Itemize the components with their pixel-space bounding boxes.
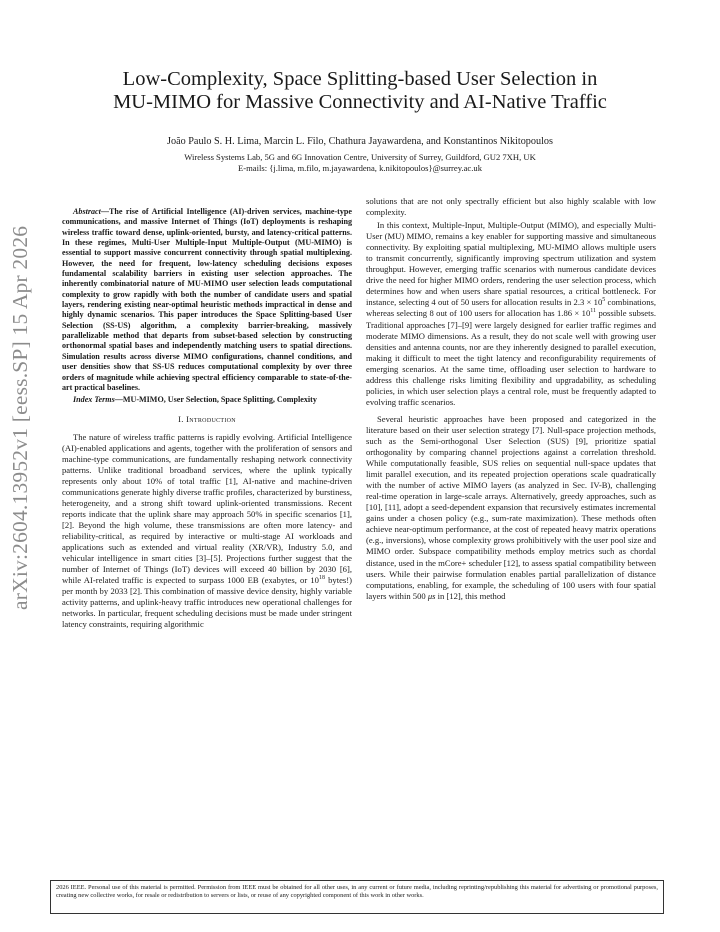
intro-paragraph-2 <box>366 220 656 408</box>
exponent: 18 <box>318 575 325 582</box>
email-line: E-mails: {j.lima, m.filo, m.jayawardena, k.nikitopoulos}@surrey.ac.uk <box>237 163 482 173</box>
intro-paragraph-continued: solutions that are not only spectrally efficient but also highly scalable with low complexity. <box>366 196 656 218</box>
paper-title <box>60 68 660 114</box>
arxiv-watermark: arXiv:2604.13952v1 [eess.SP] 15 Apr 2026 <box>8 225 32 610</box>
intro-paragraph-3-tail: in [12], this method <box>435 590 506 601</box>
affiliation-block <box>60 152 660 174</box>
abstract <box>62 207 352 393</box>
intro-paragraph-1-text: The nature of wireless traffic patterns is rapidly evolving. Artificial Intelligence (AI)-enabled applications and agents, together with the proliferation of sensors and machine-type communications, are fundamentally reshaping network connectivity patterns. Unlike traditional broadband services, where the uplink typically represents only about 10% of total traffic [1], AI-native and machine-driven communications generate highly diverse traffic profiles, characterized by burstiness, heterogeneity, and a strong shift toward uplink-oriented transmissions. Recent reports indicate that the uplink share may approach 50% in specific scenarios [1], [2]. Beyond the high volume, these transmissions are often more latency- and reliability-critical, as required by interactive or multi-stage AI workloads and applications such as extended and virtual reality (XR/VR), Industry 5.0, and vehicular intelligence in smart cities [3]–[5]. Projections further suggest that the number of Internet of Things (IoT) devices will exceed 40 billion by 2030 [6], while AI-related traffic is expected to surpass 1000 EB (exabytes, or 10 <box>62 431 353 586</box>
intro-paragraph-1-tail: bytes!) per month by 2033 [2]. This combination of massive device density, highly variable activity patterns, and uplink-heavy traffic introduces new operational challenges for networks. In particular, frequent scheduling decisions must be made under stringent latency constraints, requiring algorithmic <box>62 575 352 630</box>
exponent: 5 <box>602 297 606 304</box>
abstract-label: Abstract <box>73 207 101 216</box>
micro-unit: μs <box>427 590 436 601</box>
intro-paragraph-2-tail: possible subsets. Traditional approaches [7]–[9] were largely designed for earlier traffic regimes and moderate MIMO dimensions. As a result, they do not scale well with growing user densities and antenna counts, nor are they inherently designed to parallel execution, making it difficult to meet the tight latency and reconfigurability requirements of emerging scenarios. At the same time, offloading user selection to hardware to address this challenge risks limiting flexibility and upgradability, as scheduling policies, in which user selection plays a central role, must be frequently adapted to evolving traffic scenarios. <box>366 308 656 407</box>
index-terms-label: Index Terms <box>73 395 115 405</box>
intro-paragraph-2-text: In this context, Multiple-Input, Multiple-Output (MIMO), and especially Multi-User (MU) MIMO, remains a key enabler for supporting massive and simultaneous connectivity. By exploiting spatial multiplexing, MU-MIMO allows multiple users to transmit concurrently, significantly improving spectrum utilization and system throughput. However, emerging traffic scenarios with numerous candidate devices drive the need for higher MIMO orders, rendering the user selection process, which determines how and when users share spatial resources, a critical bottleneck. For instance, selecting 4 out of 50 users for allocation results in 2.3 × 10 <box>366 220 656 308</box>
author-list: João Paulo S. H. Lima, Marcin L. Filo, Chathura Jayawardena, and Konstantinos Nikitopoulos <box>167 136 553 147</box>
abstract-text: —The rise of Artificial Intelligence (AI)-driven services, machine-type communications, and massive Internet of Things (IoT) deployments is reshaping wireless traffic toward dense, uplink-oriented, bursty, and latency-critical patterns. In these regimes, Multi-User Multiple-Input Multiple-Output (MU-MIMO) is essential to support massive concurrent connectivity through spatial multiplexing. However, the need for frequent, low-latency scheduling decisions exposes fundamental scalability barriers in existing user selection approaches. The inherently combinatorial nature of MU-MIMO user selection leads computational complexity to grow rapidly with both the number of candidate users and spatial layers, rendering existing near-optimal heuristic methods impractical in dense and highly dynamic scenarios. This paper introduces the Space Splitting-based User Selection (SS-US) algorithm, a complexity barrier-breaking, massively parallelizable method that departs from subset-based selection by constructing orthonormal spatial bases and independently matching users to spatial directions. Simulation results across diverse MIMO configurations, channel conditions, and user densities show that SS-US reduces computational complexity by over three orders of magnitude while achieving spectral efficiency comparable to state-of-the-art practical baselines. <box>62 207 352 392</box>
intro-paragraph-3-text: Several heuristic approaches have been proposed and categorized in the literature based on their user selection strategy [7]. Null-space projection methods, such as the Semi-orthogonal User Selection (SUS) [9], prioritize spatial orthogonality by comparing channel projections against a correlation threshold. While computationally feasible, SUS relies on sequential null-space updates that limit parallel execution, and its repeated projection operations scale quadratically with the number of active MIMO layers (as analyzed in Sec. IV-B), challenging real-time operation in large-scale arrays. Alternatively, greedy approaches, such as [10], [11], adopt a seed-dependent expansion that recursively estimates incremental gains under a chosen policy (e.g., sum-rate maximization). These methods often achieve near-optimum performance, at the cost of repeated heavy matrix operations (e.g., inversions), whose complexity grows prohibitively with the user pool size and MIMO order. Subspace compatibility methods employ metrics such as chordal distance, used in the mCore+ scheduler [12], to assess spatial compatibility between users. While their pairwise formulation enables partial parallelization of distance computations, enabling, for example, the scheduling of 100 users with four spatial layers within 500 <box>366 413 656 601</box>
index-terms <box>62 395 352 405</box>
intro-paragraph-1 <box>62 432 352 631</box>
section-number: I. <box>178 413 187 424</box>
title-line-1: Low-Complexity, Space Splitting-based User Selection in <box>122 68 598 90</box>
intro-paragraph-2-mid: combinations, whereas selecting 8 out of 100 users for allocation has 1.86 × 10 <box>366 297 656 319</box>
copyright-notice: 2026 IEEE. Personal use of this material is permitted. Permission from IEEE must be obtained for all other uses, in any current or future media, including reprinting/republishing this material for advertising or promotional purposes, creating new collective works, for resale or redistribution to servers or lists, or reuse of any copyrighted component of this work in other works. <box>50 880 664 914</box>
index-terms-text: —MU-MIMO, User Selection, Space Splitting, Complexity <box>114 395 317 405</box>
affiliation: Wireless Systems Lab, 5G and 6G Innovation Centre, University of Surrey, Guildford, GU2 7XH, UK <box>184 152 536 162</box>
right-column <box>366 196 656 602</box>
intro-paragraph-3 <box>366 414 656 602</box>
section-heading-introduction <box>62 414 352 425</box>
section-title: Introduction <box>186 413 236 424</box>
left-column <box>62 207 352 630</box>
exponent: 11 <box>590 308 597 315</box>
title-line-2: MU-MIMO for Massive Connectivity and AI-Native Traffic <box>113 91 607 113</box>
